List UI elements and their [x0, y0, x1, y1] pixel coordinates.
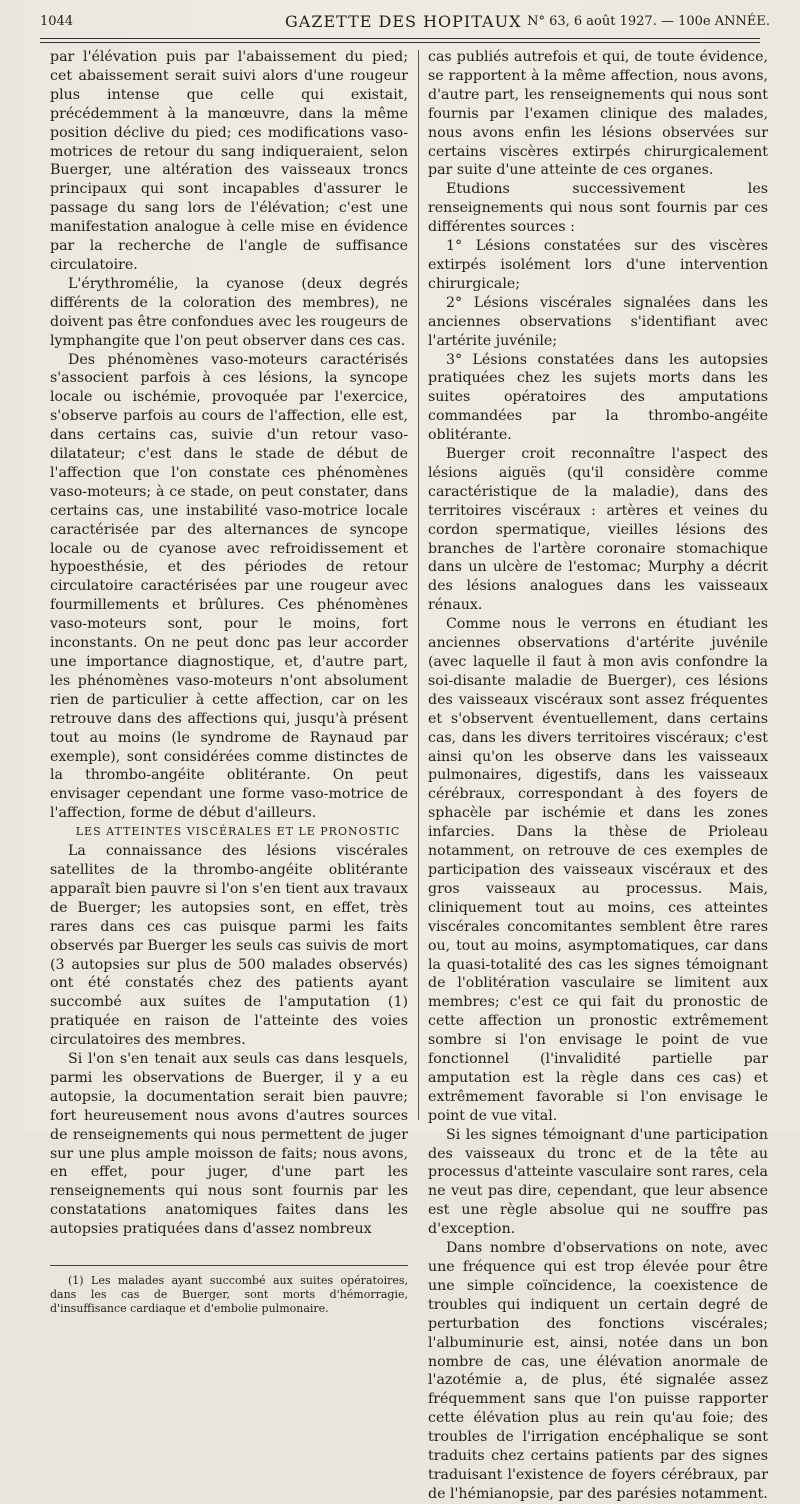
column-divider	[418, 50, 419, 1120]
page-number: 1044	[40, 14, 74, 29]
paragraph: Des phénomènes vaso-moteurs caractérisés s'associent parfois à ces lésions, la syncope locale ou ischémie, provoquée par l'exercice, s'observe parfois au cours de l'affection, elle est, dans certains cas, suivie d'un retour vaso-dilatateur; c'est dans le stade de début de l'affection que l'on constate ces phénomènes vaso-moteurs; à ce stade, on peut constater, dans certains cas, une instabilité vaso-motrice locale caractérisée par des alternances de syncope locale ou de cyanose avec refroidissement et hypoesthésie, et des périodes de retour circulatoire caractérisées par une rougeur avec fourmillements et brûlures. Ces phénomènes vaso-moteurs sont, pour le moins, fort inconstants. On ne peut donc pas leur accorder une importance diagnostique, et, d'autre part, les phénomènes vaso-moteurs n'ont absolument rien de particulier à cette affection, car on les retrouve dans des affections qui, jusqu'à présent tout au moins (le syndrome de Raynaud par exemple), sont considérées comme distinctes de la thrombo-angéite oblitérante. On peut envisager cependant une forme vaso-motrice de l'affection, forme de début d'ailleurs.	[50, 351, 408, 822]
paragraph: cas publiés autrefois et qui, de toute évidence, se rapportent à la même affection, nous avons, d'autre part, les renseignements qui nous sont fournis par l'examen clinique des malades, nous avons enfin les lésions observées sur certains viscères extirpés chirurgicalement par suite d'une atteinte de ces organes.	[428, 49, 768, 179]
footnote: (1) Les malades ayant succombé aux suites opératoires, dans les cas de Buerger, sont morts d'hémorragie, d'insuffisance cardiaque et d'embolie pulmonaire.	[50, 1274, 408, 1316]
left-column	[50, 48, 408, 1316]
journal-title: GAZETTE DES HOPITAUX	[285, 12, 522, 31]
paragraph: Etudions successivement les renseignements qui nous sont fournis par ces différentes sources :	[428, 181, 768, 236]
list-item: 1° Lésions constatées sur des viscères extirpés isolément lors d'une intervention chirurgicale;	[428, 238, 768, 292]
footnote-rule	[50, 1265, 408, 1266]
paragraph: par l'élévation puis par l'abaissement du pied; cet abaissement serait suivi alors d'une rougeur plus intense que celle qui existait, précédemment à la manœuvre, dans la même position déclive du pied; ces modifications vaso-motrices de retour du sang indiqueraient, selon Buerger, une altération des vaisseaux troncs principaux qui sont incapables d'assurer le passage du sang lors de l'élévation; c'est une manifestation analogue à celle mise en évidence par la recherche de l'angle de suffisance circulatoire.	[50, 49, 408, 273]
paragraph: Dans nombre d'observations on note, avec une fréquence qui est trop élevée pour être une simple coïncidence, la coexistence de troubles qui indiquent un certain degré de perturbation des fonctions viscérales; l'albuminurie est, ainsi, notée dans un bon nombre de cas, une élévation anormale de l'azotémie a, de plus, été signalée assez fréquemment sans que l'on puisse rapporter cette élévation plus au rein qu'au foie; des troubles de l'irrigation encéphalique se sont traduits chez certains patients par des signes traduisant l'existence de foyers cérébraux, par de l'hémianopsie, par des parésies notamment.	[428, 1240, 768, 1502]
section-heading: LES ATTEINTES VISCÉRALES ET LE PRONOSTIC	[75, 825, 401, 839]
header-rule-bottom	[40, 42, 760, 43]
issue-info: N° 63, 6 août 1927. — 100e ANNÉE.	[527, 14, 770, 29]
right-column	[428, 48, 768, 1504]
paragraph: Si l'on s'en tenait aux seuls cas dans lesquels, parmi les observations de Buerger, il y a eu autopsie, la documentation serait bien pauvre; fort heureusement nous avons d'autres sources de renseignements qui nous permettent de juger sur une plus ample moisson de faits; nous avons, en effet, pour juger, d'une part les renseignements qui nous sont fournis par les constatations anatomiques faites dans les autopsies pratiquées dans d'assez nombreux	[50, 1051, 408, 1238]
paragraph: Buerger croit reconnaître l'aspect des lésions aiguës (qu'il considère comme caractéristique de la maladie), dans des territoires viscéraux : artères et veines du cordon spermatique, vieilles lésions des branches de l'artère coronaire stomachique dans un ulcère de l'estomac; Murphy a décrit des lésions analogues dans les vaisseaux rénaux.	[428, 446, 768, 614]
list-item: 3° Lésions constatées dans les autopsies pratiquées chez les sujets morts dans les suites opératoires des amputations commandées par la thrombo-angéite oblitérante.	[428, 351, 768, 444]
page-header	[30, 8, 780, 36]
paragraph: Si les signes témoignant d'une participation des vaisseaux du tronc et de la tête au processus d'atteinte vasculaire sont rares, cela ne veut pas dire, cependant, que leur absence est une règle absolue qui ne souffre pas d'exception.	[428, 1126, 768, 1238]
paragraph: Comme nous le verrons en étudiant les anciennes observations d'artérite juvénile (avec laquelle il faut à mon avis confondre la soi-disante maladie de Buerger), ces lésions des vaisseaux viscéraux sont assez fréquentes et s'observent éventuellement, dans certains cas, dans les divers territoires viscéraux; c'est ainsi qu'on les observe dans les vaisseaux pulmonaires, digestifs, dans les vaisseaux cérébraux, correspondant à des foyers de sphacèle par ischémie et dans les zones infarcies. Dans la thèse de Prioleau notamment, on retrouve de ces exemples de participation des vaisseaux viscéraux et des gros vaisseaux au processus. Mais, cliniquement tout au moins, ces atteintes viscérales concomitantes semblent être rares ou, tout au moins, asymptomatiques, car dans la quasi-totalité des cas les signes témoignant de l'oblitération vasculaire se limitent aux membres; c'est ce qui fait du pronostic de cette affection un pronostic extrêmement sombre si l'on envisage le point de vue fonctionnel (l'invalidité partielle par amputation est la règle dans ces cas) et extrêmement favorable si l'on envisage le point de vue vital.	[428, 616, 768, 1124]
paragraph: La connaissance des lésions viscérales satellites de la thrombo-angéite oblitérante apparaît bien pauvre si l'on s'en tient aux travaux de Buerger; les autopsies sont, en effet, très rares dans ces cas puisque parmi les faits observés par Buerger les seuls cas suivis de mort (3 autopsies sur plus de 500 malades observés) ont été constatés chez des patients ayant succombé aux suites de l'amputation (1) pratiquée en raison de l'atteinte des voies circulatoires des membres.	[50, 843, 408, 1049]
list-item: 2° Lésions viscérales signalées dans les anciennes observations s'identifiant avec l'artérite juvénile;	[428, 294, 768, 349]
header-rule-top	[40, 38, 760, 39]
paragraph: L'érythromélie, la cyanose (deux degrés différents de la coloration des membres), ne doivent pas être confondues avec les rougeurs de lymphangite que l'on peut observer dans ces cas.	[50, 275, 408, 349]
